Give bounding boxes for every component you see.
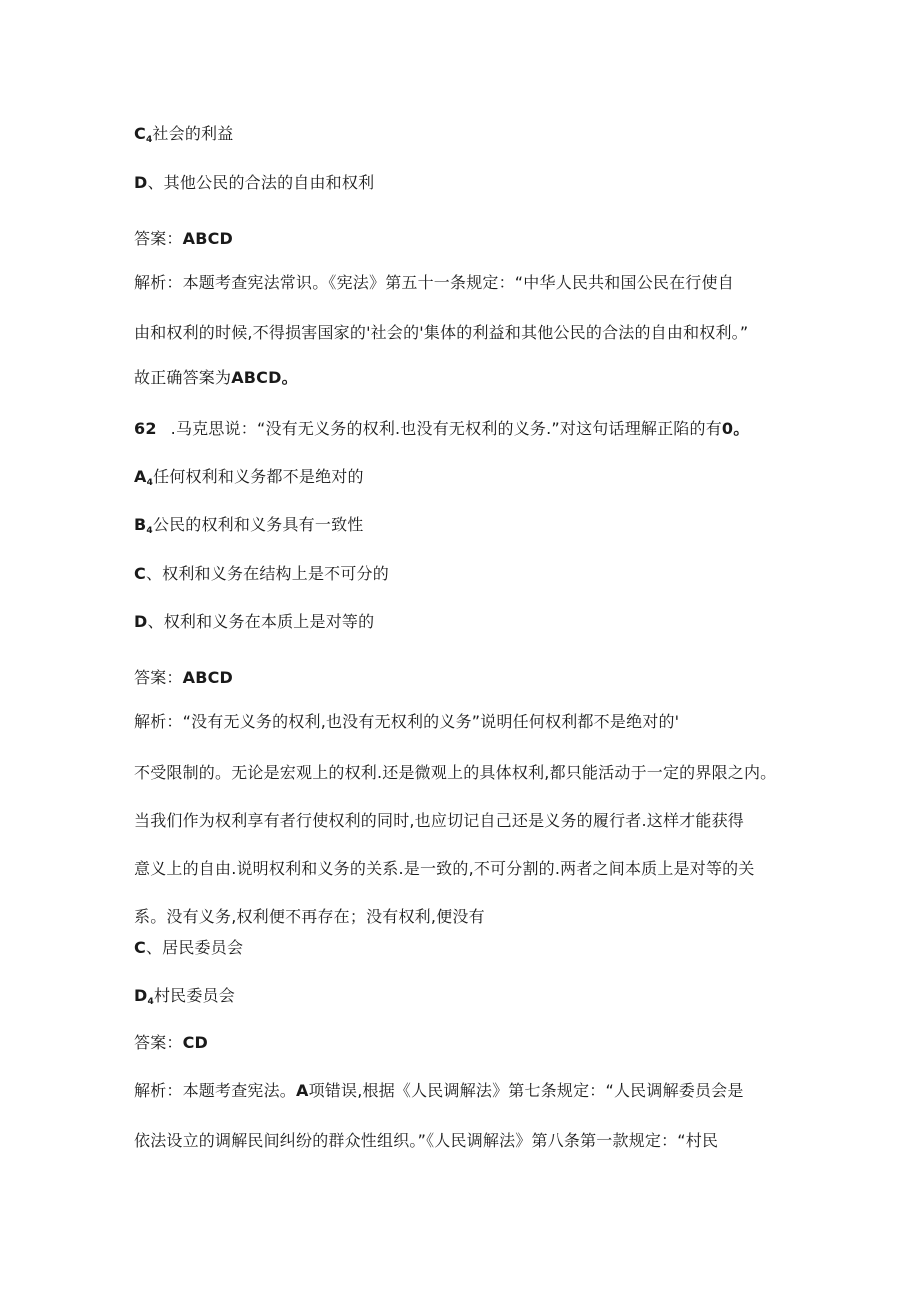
analysis-text: 故正确答案为 bbox=[134, 368, 232, 387]
answer-line bbox=[134, 667, 233, 689]
option-letter: A bbox=[134, 467, 147, 486]
option-separator: 4 bbox=[146, 526, 153, 536]
option-letter: C bbox=[134, 938, 146, 957]
option-d-line bbox=[134, 611, 374, 633]
option-separator: 4 bbox=[146, 478, 154, 488]
analysis-line: 由和权利的时候,不得损害国家的'社会的'集体的利益和其他公民的合法的自由和权利。” bbox=[134, 323, 749, 342]
analysis-line: 当我们作为权利享有者行使权利的同时,也应切记自己还是义务的履行者.这样才能获得 bbox=[134, 811, 744, 830]
answer-value: ABCD bbox=[182, 229, 234, 248]
question-number: 62 bbox=[134, 419, 157, 438]
option-letter: D bbox=[134, 986, 148, 1005]
analysis-line: 解析：“没有无义务的权利,也没有无权利的义务”说明任何权利都不是绝对的' bbox=[134, 712, 680, 731]
option-letter: D bbox=[134, 173, 148, 192]
question-text: .马克思说：“没有无义务的权利.也没有无权利的义务.”对这句话理解正陷的有 bbox=[170, 419, 722, 438]
question-62-line bbox=[134, 418, 749, 440]
analysis-line: 解析：本题考查宪法常识。《宪法》第五十一条规定：“中华人民共和国公民在行使自 bbox=[134, 273, 734, 292]
option-c-line bbox=[134, 563, 389, 585]
question-text-end: 0。 bbox=[721, 419, 750, 438]
option-text: 、其他公民的合法的自由和权利 bbox=[147, 173, 375, 192]
option-separator: 、 bbox=[145, 564, 163, 583]
option-separator: 4 bbox=[147, 997, 154, 1007]
option-separator: 4 bbox=[145, 135, 153, 145]
analysis-line: 系。没有义务,权利便不再存在；没有权利,便没有 bbox=[134, 907, 485, 926]
option-text: 权利和义务在本质上是对等的 bbox=[163, 612, 375, 631]
option-letter: C bbox=[134, 124, 146, 143]
option-a-line bbox=[134, 466, 364, 494]
option-text: 任何权利和义务都不是绝对的 bbox=[153, 467, 364, 486]
answer-line bbox=[134, 228, 233, 250]
option-text: 、居民委员会 bbox=[145, 938, 244, 957]
answer-label: 答案： bbox=[134, 229, 183, 248]
option-text: 公民的权利和义务具有一致性 bbox=[152, 515, 364, 534]
answer-label: 答案： bbox=[134, 1033, 183, 1052]
option-b-line bbox=[134, 514, 363, 542]
answer-line bbox=[134, 1032, 208, 1054]
analysis-text: 解析：本题考查宪法。 bbox=[134, 1081, 297, 1100]
option-text: 村民委员会 bbox=[153, 986, 235, 1005]
analysis-text: 项错误,根据《人民调解法》第七条规定：“人民调解委员会是 bbox=[308, 1081, 744, 1100]
option-c-line bbox=[134, 937, 243, 959]
option-letter: C bbox=[134, 564, 146, 583]
analysis-answer: ABCD。 bbox=[231, 368, 298, 387]
answer-value: ABCD bbox=[182, 668, 234, 687]
option-separator: 、 bbox=[147, 612, 164, 631]
option-text: 社会的利益 bbox=[152, 124, 234, 143]
answer-value: CD bbox=[182, 1033, 209, 1052]
option-d-line bbox=[134, 985, 235, 1013]
analysis-line: 不受限制的。无论是宏观上的权利.还是微观上的具体权利,都只能活动于一定的界限之内。 bbox=[134, 763, 777, 782]
answer-label: 答案： bbox=[134, 668, 183, 687]
analysis-line bbox=[134, 1080, 744, 1102]
option-letter: B bbox=[134, 515, 147, 534]
analysis-line: 意义上的自由.说明权利和义务的关系.是一致的,不可分割的.两者之间本质上是对等的关 bbox=[134, 859, 755, 878]
analysis-bold: A bbox=[296, 1081, 309, 1100]
analysis-line bbox=[134, 367, 298, 389]
option-d-line bbox=[134, 172, 374, 194]
option-letter: D bbox=[134, 612, 148, 631]
option-text: 权利和义务在结构上是不可分的 bbox=[162, 564, 389, 583]
option-c-line bbox=[134, 123, 233, 151]
analysis-line: 依法设立的调解民间纠纷的群众性组织。”《人民调解法》第八条第一款规定：“村民 bbox=[134, 1131, 719, 1150]
